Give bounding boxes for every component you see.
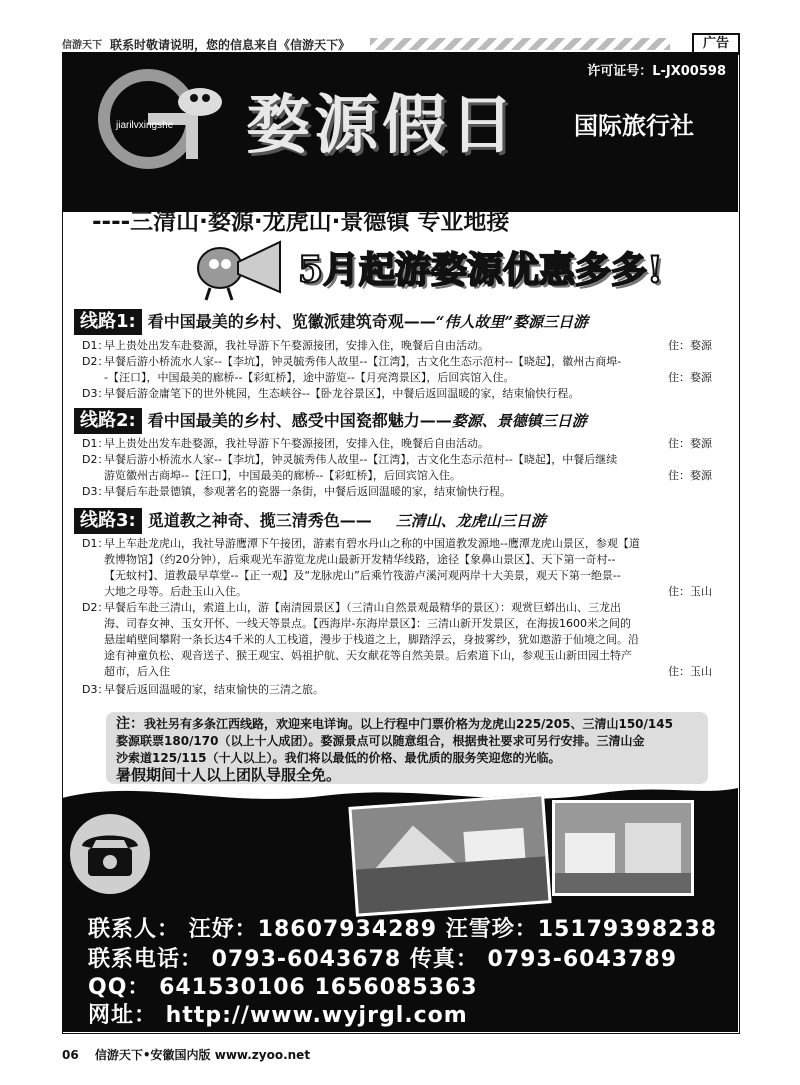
contact-phone-fax: 联系电话： 0793-6043678 传真： 0793-6043789 — [88, 947, 678, 972]
itinerary-line: 大地之母等。后赴玉山入住。 住：玉山 — [104, 585, 712, 598]
license-number: 许可证号：L-JX00598 — [587, 64, 726, 79]
top-bar — [0, 0, 800, 52]
village-photo-2 — [552, 800, 694, 896]
tagline: ----三清山·婺源·龙虎山·景德镇 专业地接 — [92, 209, 510, 235]
logo-subtext: jiarilvxingshe — [116, 120, 174, 131]
page-number: 06 — [62, 1048, 79, 1062]
itinerary-line: D2：早餐后游小桥流水人家--【李坑】，钟灵毓秀伟人故里--【江湾】，古文化生态示范村--【晓起】，徽州古商埠- — [82, 355, 622, 368]
route-1-tag: 线路1: — [74, 309, 142, 335]
itinerary-line: D2：早餐后车赴三清山，索道上山，游【南清园景区】（三清山自然景观最精华的景区）：观赏巨蟒出山、三龙出 — [82, 601, 621, 614]
agency-name: 国际旅行社 — [574, 112, 694, 140]
contact-people: 联系人： 汪妤：18607934289 汪雪珍：15179398238 — [88, 917, 718, 942]
itinerary-line: 游览徽州古商埠--【汪口】，中国最美的廊桥--【彩虹桥】，后回宾馆入住。 住：婺源 — [104, 469, 712, 482]
itinerary-line: D2：早餐后游小桥流水人家--【李坑】，钟灵毓秀伟人故里--【江湾】，古文化生态示范村--【晓起】，中餐后继续 — [82, 453, 618, 466]
route-3-title: 觅道教之神奇、揽三清秀色—— — [147, 511, 372, 530]
itinerary-line: 途有神童负松、观音送子、猴王观宝、妈祖护航、天女献花等自然美景。后索道下山，参观玉山新田园土特产 — [104, 649, 632, 662]
itinerary-line: D3：早餐后车赴景德镇，参观著名的瓷器一条街，中餐后返回温暖的家，结束愉快行程。 — [82, 485, 511, 498]
itinerary-line: 超市，后入住 住：玉山 — [104, 665, 712, 678]
brand-title: 婺源假日 — [246, 88, 518, 163]
promo-headline: 5月起游婺源优惠多多! — [298, 249, 663, 291]
itinerary-line: 海、司春女神、玉女开怀、一线天等景点。【西海岸-东海岸景区】：三清山新开发景区，在海拔1600米之间的 — [104, 617, 631, 630]
telephone-icon — [70, 814, 150, 894]
itinerary-line: D3：早餐后游金庸笔下的世外桃园，生态峡谷--【卧龙谷景区】，中餐后返回温暖的家，结束愉快行程。 — [82, 387, 580, 400]
route-2-title: 看中国最美的乡村、感受中国瓷都魅力—— — [147, 411, 452, 430]
route-3-subtitle: 三清山、龙虎山三日游 — [395, 512, 546, 530]
route-3-heading — [74, 508, 546, 534]
publisher-logo: 信游天下 — [62, 40, 102, 51]
itinerary-line: D1：早上贵处出发车赴婺源，我社导游下午婺源接团，安排入住，晚餐后自由活动。 住：婺源 — [82, 437, 712, 450]
ad-label: 广告 — [692, 33, 740, 55]
village-photo-1 — [348, 793, 551, 916]
footer-text: 信游天下•安徽国内版 www.zyoo.net — [94, 1048, 311, 1062]
megaphone-mascot-icon — [190, 232, 290, 302]
route-3-tag: 线路3: — [74, 508, 142, 534]
itinerary-line: 悬崖峭壁间攀附一条长达4千米的人工栈道，漫步于栈道之上，脚踏浮云，身披雾纱，犹如遨游于仙境之间。沿 — [104, 633, 639, 646]
route-1-title: 看中国最美的乡村、览徽派建筑奇观—— — [147, 312, 436, 331]
note-label: 注： — [116, 716, 144, 732]
itinerary-line: D1：早上车赴龙虎山，我社导游鹰潭下午接团，游素有碧水丹山之称的中国道教发源地--鹰潭龙虎山景区，参观【道 — [82, 537, 640, 550]
page-footer — [62, 1046, 310, 1063]
itinerary-line: D1：早上贵处出发车赴婺源，我社导游下午婺源接团，安排入住，晚餐后自由活动。 住：婺源 — [82, 339, 712, 352]
route-1-heading — [74, 309, 588, 335]
contact-qq: QQ： 641530106 1656085363 — [88, 975, 478, 1000]
route-2-tag: 线路2: — [74, 408, 142, 434]
agency-logo — [88, 64, 238, 174]
contact-website: 网址： http://www.wyjrgl.com — [88, 1003, 468, 1028]
itinerary-line: 教博物馆】（约20分钟），后乘观光车游览龙虎山最新开发精华线路，途径【象鼻山景区】、天下第一奇村-- — [104, 553, 616, 566]
route-2-heading — [74, 408, 587, 434]
route-2-subtitle: 婺源、景德镇三日游 — [451, 412, 587, 430]
note-text: 注：我社另有多条江西线路，欢迎来电详询。以上行程中门票价格为龙虎山225/205、三清山150/145 婺源联票180/170（以上十人成团）。婺源景点可以随意组合，根据贵社要求可另行安排。三清山金 沙索道125/115（十人以上）。我们将以最低的价格、最优质的服务笑迎您的光临。 — [116, 716, 673, 765]
route-1-subtitle: “伟人故里”婺源三日游 — [435, 313, 589, 331]
itinerary-line: -【汪口】，中国最美的廊桥--【彩虹桥】，途中游览--【月亮湾景区】，后回宾馆入住。 住：婺源 — [104, 371, 712, 384]
itinerary-line: 【无蚊村】、道教最早草堂--【正一观】及“龙脉虎山”后乘竹筏游卢溪河观两岸十大美景，观天下第一绝景-- — [104, 569, 621, 582]
source-notice: 联系时敬请说明，您的信息来自《信游天下》 — [110, 38, 351, 52]
note-highlight: 暑假期间十人以上团队导服全免。 — [116, 766, 342, 784]
itinerary-line: D3：早餐后返回温暖的家，结束愉快的三清之旅。 — [82, 683, 324, 696]
decorative-stripes — [370, 38, 670, 50]
